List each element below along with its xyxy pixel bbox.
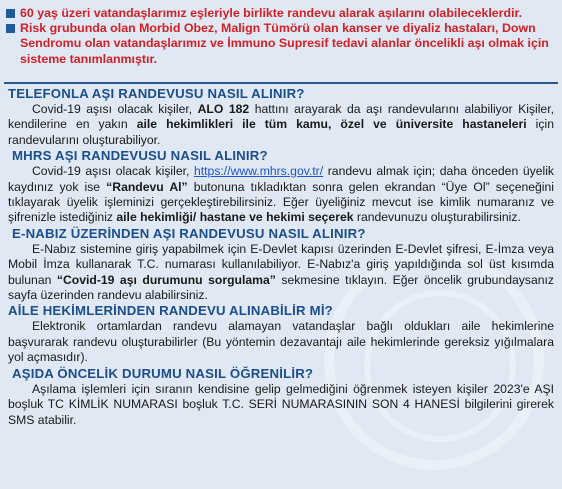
notice-text-2: Risk grubunda olan Morbid Obez, Malign Tümörü olan kanser ve diyaliz hastaları, Down Sendromu olan vatandaşlarımız ve İmmuno Supresif tedavi alanlar öncelikli aşı olmak için sisteme tanımlanmıştır.: [20, 21, 549, 66]
notice-item: [6, 21, 554, 67]
notice-item: [6, 6, 554, 21]
notice-box: [0, 0, 562, 82]
paragraph-priority: Aşılama işlemleri için sıranın kendisine gelip gelmediğini öğrenmek isteyen kişiler 2023'e AŞI boşluk TC KİMLİK NUMARASI boşluk T.C. SERİ NUMARASININ SON 4 HANESİ bilgilerini girerek SMS atabilir.: [8, 381, 554, 427]
paragraph-phone: Covid-19 aşısı olacak kişiler, ALO 182 hattını arayarak da aşı randevularını alabiliyor Kişiler, kendilerine en yakın aile hekimlikleri ile tüm kamu, özel ve üniversite hastaneleri için randevularını oluşturabiliyor.: [8, 102, 554, 147]
heading-enabiz: E-NABIZ ÜZERİNDEN AŞI RANDEVUSU NASIL ALINIR?: [12, 225, 366, 241]
heading-mhrs: MHRS AŞI RANDEVUSU NASIL ALINIR?: [12, 148, 268, 164]
heading-priority: AŞIDA ÖNCELİK DURUMU NASIL ÖĞRENİLİR?: [12, 365, 314, 381]
content: [0, 84, 562, 428]
heading-family-doctor: AİLE HEKİMLERİNDEN RANDEVU ALINABİLİR Mİ?: [8, 303, 333, 319]
paragraph-mhrs: Covid-19 aşısı olacak kişiler, https://www.mhrs.gov.tr/ randevu almak için; daha önceden üyelik kaydınız yok ise “Randevu Al” butonuna tıkladıktan sonra gelen ekrandan “Üye Ol” seçeneğini tıklayarak üyelik işleminizi gerçekleştirebilirsiniz. Eğer üyeliğiniz mevcut ise kimlik numaranız ve şifrenizle istediğiniz aile hekimliği/ hastane ve hekimi seçerek randevunuzu oluşturabilirsiniz.: [8, 164, 555, 225]
heading-phone: TELEFONLA AŞI RANDEVUSU NASIL ALINIR?: [8, 86, 305, 101]
square-bullet-icon: [6, 9, 15, 18]
square-bullet-icon: [6, 24, 15, 33]
mhrs-link[interactable]: https://www.mhrs.gov.tr/: [194, 164, 324, 179]
notice-text-1: 60 yaş üzeri vatandaşlarımız eşleriyle birlikte randevu alarak aşılarını olabileceklerdir.: [20, 6, 523, 20]
paragraph-family-doctor: Elektronik ortamlardan randevu alamayan vatandaşlar bağlı oldukları aile hekimlerine başvurarak randevu oluşturabilirler (Bu yöntemin dezavantajı aile hekimlerinde gereksiz yığılmalara yol açmasıdır).: [8, 319, 554, 365]
paragraph-enabiz: E-Nabız sistemine giriş yapabilmek için E-Devlet kapısı üzerinden E-Devlet şifresi, E-İmza veya Mobil İmza kullanarak T.C. numarası kullanılabiliyor. E-Nabız'a giriş yapıldığında sol üst kısımda bulunan “Covid-19 aşı durumunu sorgulama” sekmesine tıklayın. Eğer öncelik grubundaysanız sayfa üzerinden randevu alabilirsiniz.: [8, 241, 555, 303]
